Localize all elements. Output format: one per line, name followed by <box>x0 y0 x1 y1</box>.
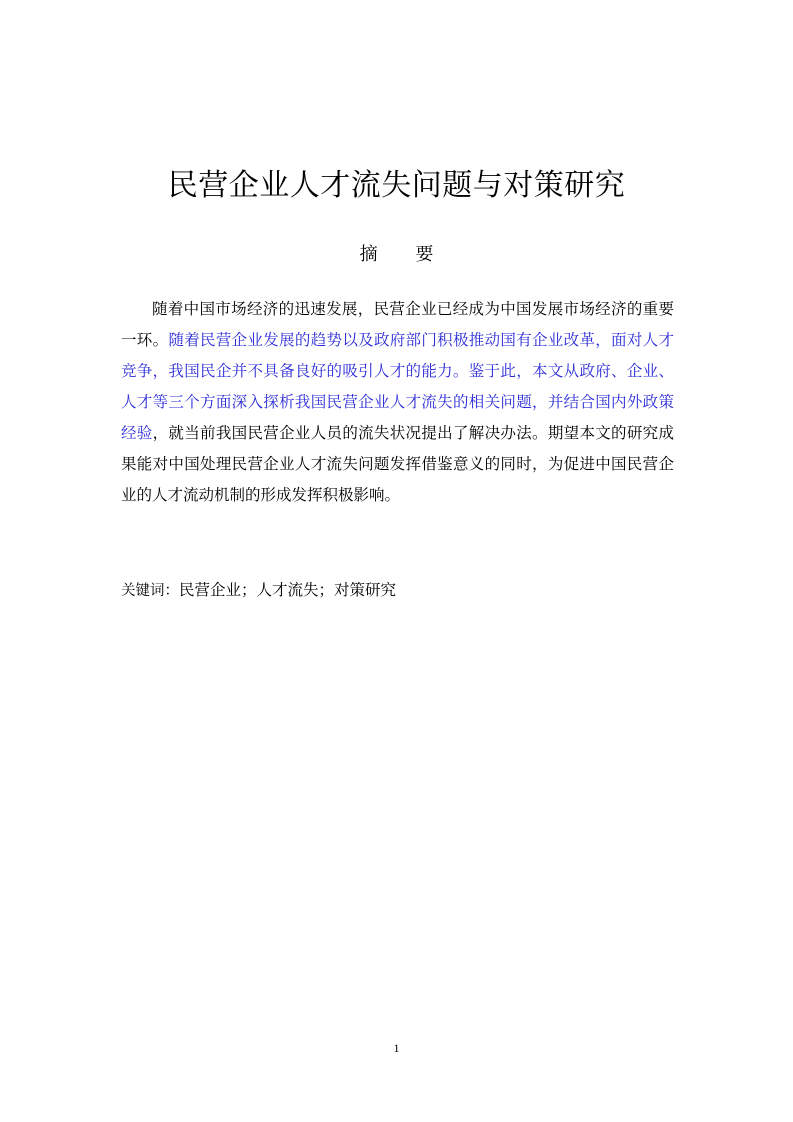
keywords-label: 关键词： <box>121 583 179 599</box>
abstract-text-highlighted: 随着民营企业发展的趋势以及政府部门积极推动国有企业改革，面对人才竞争，我国民企并不具备良好的吸引人才的能力。鉴于此，本文从政府、企业、人才等三个方面深入探析我国民营企业人才流失的相关问题，并结合国内外政策经验 <box>121 331 674 442</box>
page-number: 1 <box>393 1041 400 1055</box>
keywords-values: 民营企业；人才流失；对策研究 <box>179 581 397 599</box>
keywords-line <box>121 578 396 603</box>
abstract-paragraph <box>121 294 674 511</box>
abstract-text-intro: 随着中国市场经济的迅速发展，民营企业已经成为中国发展市场经济的重要一环。 <box>121 300 674 349</box>
abstract-heading: 摘 要 <box>359 244 450 265</box>
abstract-text-conclusion: ，就当前我国民营企业人员的流失状况提出了解决办法。期望本文的研究成果能对中国处理民营企业人才流失问题发挥借鉴意义的同时，为促进中国民营企业的人才流动机制的形成发挥积极影响。 <box>121 424 674 504</box>
document-title: 民营企业人才流失问题与对策研究 <box>167 168 626 203</box>
